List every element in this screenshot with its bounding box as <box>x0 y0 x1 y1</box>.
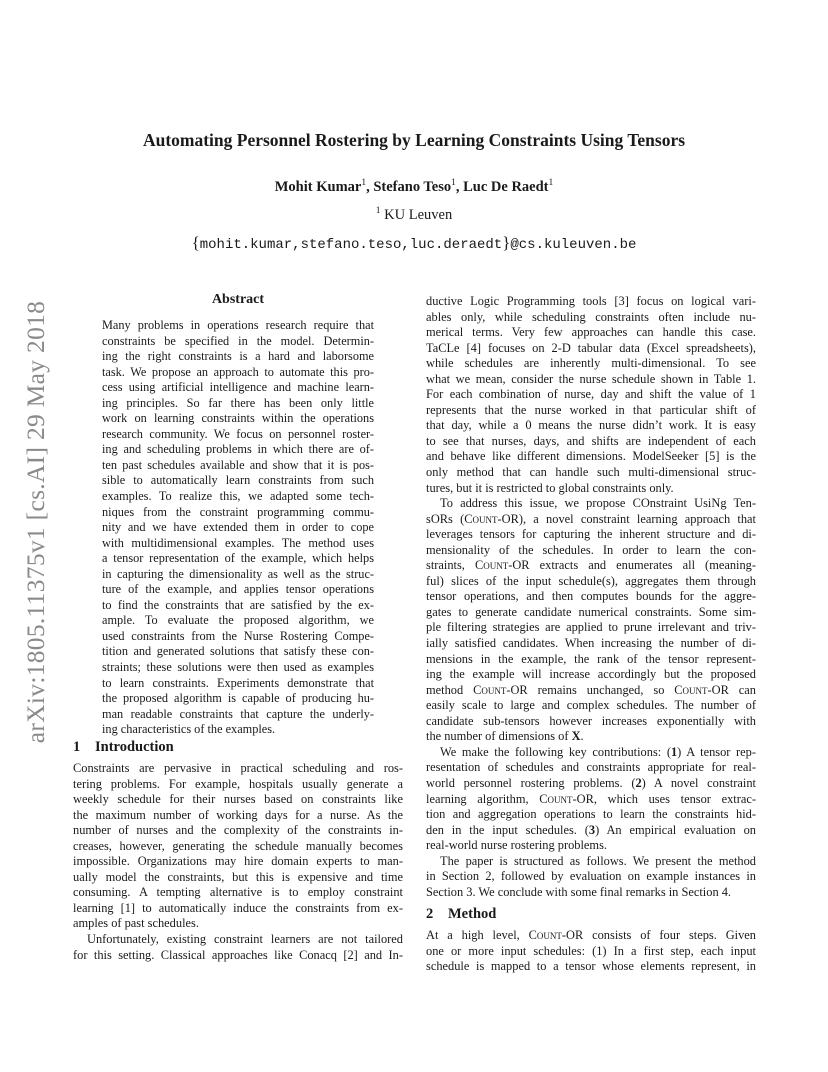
text-line: learning algorithm, Count-OR, which uses tensor extrac- <box>426 791 756 806</box>
text-line: to learn constraints. Experiments demonstrate that <box>102 675 374 690</box>
text-line: real-world nurse rostering problems. <box>426 838 607 853</box>
text-line: schedule is mapped to a tensor whose elements represent, in <box>426 959 756 974</box>
text-line: ially satisfied candidates. When increasing the number of di- <box>426 636 756 651</box>
text-line: consuming. A tempting alternative is to employ constraint <box>73 885 403 900</box>
text-line: For each combination of nurse, day and shift the value of 1 <box>426 387 756 402</box>
author-affil-mark: 1 <box>361 178 367 188</box>
text-line: constraints be specified in the model. Determin- <box>102 333 374 348</box>
affiliation: $^1$ KU Leuven <box>375 206 453 223</box>
author-name: Luc De Raedt <box>463 178 549 195</box>
text-line: work on learning constraints within the operations <box>102 411 374 426</box>
text-line: one or more input schedules: (1) In a first step, each input <box>426 943 756 958</box>
text-line: ing the right constraints is a hard and laborsome <box>102 349 374 364</box>
text-line: in Section 2, followed by evaluation on example instances in <box>426 869 756 884</box>
text-line: den in the input schedules. (3) An empirical evaluation on <box>426 822 756 837</box>
text-line: to find the constraints that are satisfied by the ex- <box>102 597 374 612</box>
text-line: TaCLe [4] focuses on 2-D tabular data (Excel spreadsheets), <box>426 340 756 355</box>
text-line: creases, however, generating the schedule manually becomes <box>73 838 403 853</box>
text-line: straints, Count-OR extracts and enumerates all (meaning- <box>426 558 756 573</box>
text-line: mensionality of the schedules. In order to learn the con- <box>426 542 756 557</box>
text-line: ing principles. So far there has been only little <box>102 395 374 410</box>
text-line: ing and scheduling problems in which there are of- <box>102 442 374 457</box>
text-line: The paper is structured as follows. We present the method <box>440 853 756 868</box>
text-line: ing characteristics of the examples. <box>102 722 276 737</box>
text-line: Unfortunately, existing constraint learners are not tailored <box>87 932 403 947</box>
author-emails: {mohit.kumar,stefano.teso,luc.deraedt}@cs.kuleuven.be <box>191 233 637 253</box>
text-line: used constraints from the Nurse Rostering Compe- <box>102 628 374 643</box>
text-line: amples of past schedules. <box>73 916 199 931</box>
text-line: ple filtering strategies are applied to prune irrelevant and triv- <box>426 620 756 635</box>
text-line: Constraints are pervasive in practical scheduling and ros- <box>73 761 403 775</box>
text-line: ductive Logic Programming tools [3] focus on logical vari- <box>426 294 756 308</box>
text-line: ing the example will increase accordingly but the proposed <box>426 667 756 682</box>
text-line: sORs (Count-OR), a novel constraint learning approach that <box>426 511 756 526</box>
text-line: tering problems. For example, hospitals usually generate a <box>73 776 403 791</box>
text-line: To address this issue, we propose COnstraint UsiNg Ten- <box>440 496 756 511</box>
text-line: weekly schedule for their nurses based on constraints like <box>73 792 403 807</box>
text-line: cess using artificial intelligence and machine learn- <box>102 380 374 395</box>
right-column-body <box>426 294 756 975</box>
abstract-heading: Abstract <box>211 292 265 307</box>
text-line: ables only, while scheduling constraints often include nu- <box>426 309 756 324</box>
text-line: resentation of schedules and constraints appropriate for real- <box>426 760 756 775</box>
text-line: to see that nurses, days, and shifts are independent of each <box>426 433 756 448</box>
section-heading-introduction: 1 Introduction <box>73 739 174 755</box>
text-line: candidate sub-tensors however increases exponentially with <box>426 713 756 728</box>
text-line: with multidimensional examples. The method uses <box>102 535 374 550</box>
text-line: only method that can handle such multi-dimensional struc- <box>426 465 756 480</box>
text-line: nity and we have extended them in order to cope <box>102 520 374 535</box>
author-list: Mohit Kumar$^1$, Stefano Teso$^1$, Luc De Raedt$^1$ <box>274 178 554 195</box>
text-line: tion and aggregation operations to learn the constraints hid- <box>426 807 756 822</box>
text-line: merical terms. Very few approaches can handle this case. <box>426 325 756 340</box>
text-line: a tensor representation of the example, which helps <box>102 551 374 566</box>
text-line: what we mean, consider the nurse schedule shown in Table 1. <box>426 371 756 386</box>
text-line: straints; these solutions were then used as examples <box>102 660 374 675</box>
arxiv-identifier-stamp: arXiv:1805.11375v1 [cs.AI] 29 May 2018 <box>21 300 50 744</box>
author-affil-mark: 1 <box>451 178 456 188</box>
text-line: Section 3. We conclude with some final remarks in Section 4. <box>426 884 732 899</box>
text-line: tition and generated solutions that satisfy these con- <box>102 644 374 659</box>
text-line: tures, but it is restricted to global constraints only. <box>426 480 674 495</box>
text-line: mensions in the example, the rank of the tensor represent- <box>426 651 756 666</box>
text-line: sible to automatically learn constraints from such <box>102 473 374 488</box>
text-line: ful) slices of the input schedule(s), aggregates them through <box>426 573 756 588</box>
text-line: that day, while a 0 means the nurse didn’t work. It is easy <box>426 418 756 433</box>
text-line: Many problems in operations research require that <box>102 318 374 332</box>
text-line: for this setting. Classical approaches like Conacq [2] and In- <box>73 947 403 962</box>
text-line: easily scale to large and complex schedules. The number of <box>426 698 756 713</box>
paper-title: Automating Personnel Rostering by Learning Constraints Using Tensors <box>142 130 686 150</box>
author-name: Stefano Teso <box>373 178 452 195</box>
text-line: represents that the nurse worked in that particular shift of <box>426 402 756 417</box>
text-line: We make the following key contributions: (1) A tensor rep- <box>440 744 756 759</box>
text-line: while schedules are inherently multi-dimensional. To see <box>426 356 756 371</box>
text-line: ually model the constraints, but this is expensive and time <box>73 869 403 884</box>
section-heading-method: 2 Method <box>426 906 497 923</box>
text-line: world personnel rostering problems. (2) A novel constraint <box>426 775 756 790</box>
text-line: examples. To realize this, we adapted some tech- <box>102 489 374 504</box>
text-line: and behave like different dimensions. ModelSeeker [5] is the <box>426 449 756 464</box>
text-line: tensor operations, and then computes bounds for the aggre- <box>426 589 756 604</box>
text-line: niques from the constraint programming commu- <box>102 504 374 519</box>
text-line: ample. To evaluate the proposed algorithm, we <box>102 613 374 628</box>
text-line: leverages tensors for capturing the inherent structure and di- <box>426 527 756 542</box>
text-line: man readable constraints that capture the underly- <box>102 706 374 721</box>
text-line: ten past schedules available and show that it is pos- <box>102 457 374 472</box>
abstract-body <box>102 318 374 738</box>
text-line: learning [1] to automatically induce the constraints from ex- <box>73 900 403 915</box>
author-name: Mohit Kumar <box>274 178 362 195</box>
text-line: task. We propose an approach to automate this pro- <box>102 364 374 379</box>
text-line: At a high level, Count-OR consists of four steps. Given <box>426 928 756 943</box>
text-line: the proposed algorithm is capable of producing hu- <box>102 691 374 706</box>
text-line: method Count-OR remains unchanged, so Count-OR can <box>426 682 757 697</box>
introduction-body <box>73 761 403 963</box>
text-line: ture of the example, and applies tensor operations <box>102 582 374 597</box>
author-affil-mark: 1 <box>548 178 554 188</box>
text-line: the number of dimensions of X. <box>426 729 584 744</box>
text-line: the maximum number of working days for a nurse. As the <box>73 807 403 822</box>
text-line: gates to generate candidate numerical constraints. Some sim- <box>426 604 756 619</box>
text-line: number of nurses and the complexity of the constraints in- <box>73 823 403 838</box>
text-line: in capturing the dimensionality as well as the struc- <box>102 566 374 581</box>
text-line: impossible. Organizations may hire domain experts to man- <box>73 854 403 869</box>
text-line: research community. We focus on personnel roster- <box>102 426 374 441</box>
